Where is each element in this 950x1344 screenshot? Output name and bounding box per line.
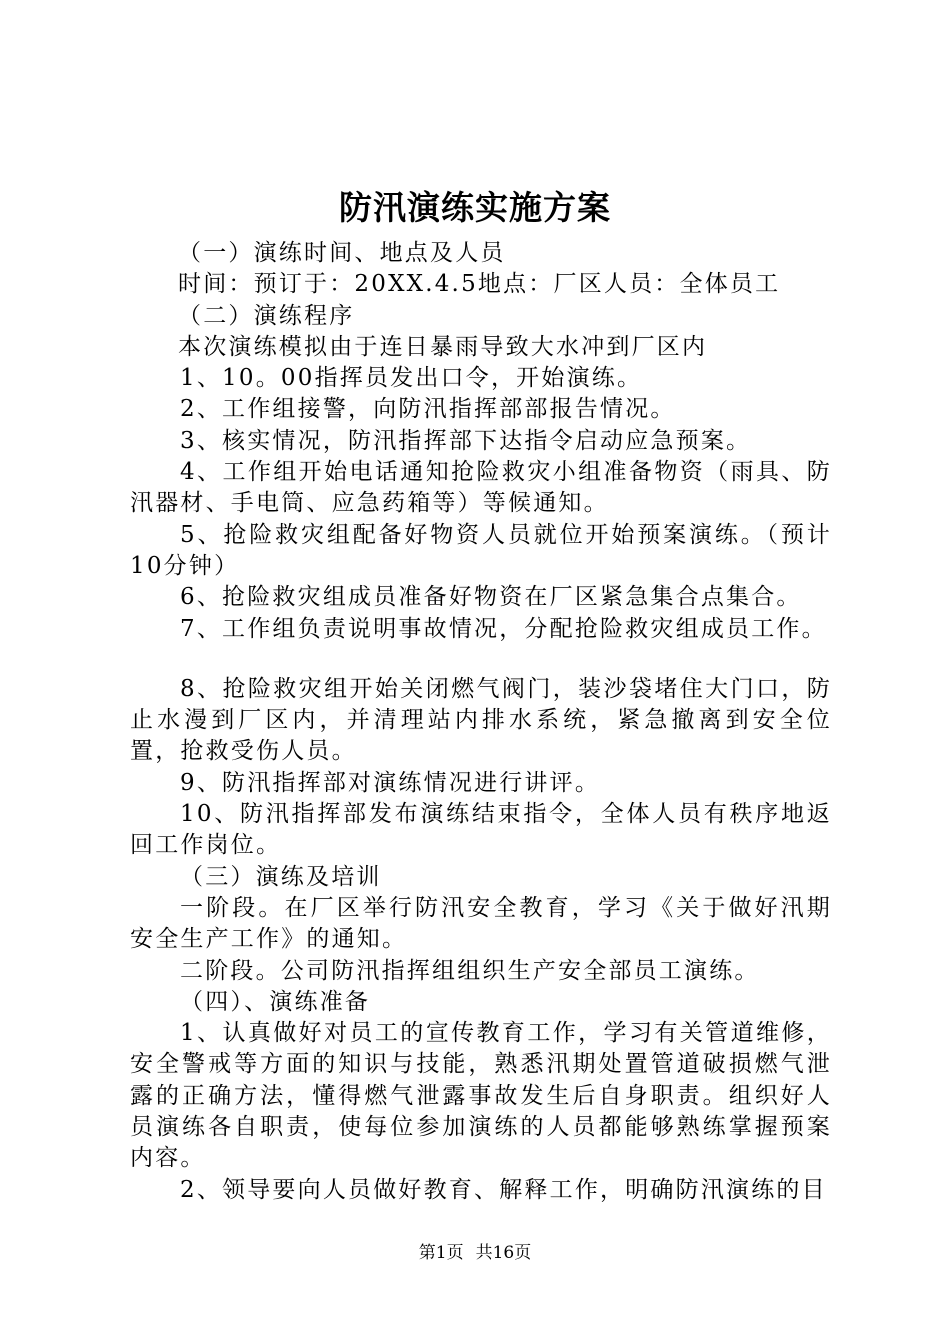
page-footer (0, 1241, 950, 1265)
page-total: 共16页 (475, 1243, 532, 1263)
document-body (130, 238, 832, 1206)
section-heading-4: （四）、演练准备 (180, 988, 371, 1015)
list-item: 1、10。00指挥员发出口令，开始演练。 (180, 365, 643, 392)
list-item: 8、抢险救灾组开始关闭燃气阀门，装沙袋堵住大门口，防止水漫到厂区内，并清理站内排水系统，紧急撤离到安全位置，抢救受伤人员。 (130, 675, 832, 765)
page-number: 第1页 (418, 1243, 464, 1263)
list-item: 2、领导要向人员做好教育、解释工作，明确防汛演练的目 (180, 1176, 827, 1203)
list-item: 9、防汛指挥部对演练情况进行讲评。 (180, 769, 601, 796)
list-item: 6、抢险救灾组成员准备好物资在厂区紧急集合点集合。 (180, 584, 802, 611)
document-title: 防汛演练实施方案 (339, 188, 611, 227)
blank-line (130, 645, 832, 674)
list-item: 10、防汛指挥部发布演练结束指令，全体人员有秩序地返回工作岗位。 (130, 801, 832, 859)
section-heading-2: （二）演练程序 (178, 302, 355, 329)
list-item: 1、认真做好对员工的宣传教育工作，学习有关管道维修，安全警戒等方面的知识与技能，熟悉汛期处置管道破损燃气泄露的正确方法，懂得燃气泄露事故发生后自身职责。组织好人员演练各自职责，使每位参加演练的人员都能够熟练掌握预案内容。 (130, 1020, 832, 1172)
section-heading-3: （三）演练及培训 (180, 863, 382, 890)
paragraph: 一阶段。在厂区举行防汛安全教育，学习《关于做好汛期安全生产工作》的通知。 (130, 894, 832, 953)
list-item: 5、抢险救灾组配备好物资人员就位开始预案演练。（预计10分钟） (130, 521, 832, 579)
list-item: 4、工作组开始电话通知抢险救灾小组准备物资（雨具、防汛器材、手电筒、应急药箱等）等候通知。 (130, 459, 832, 517)
list-item: 7、工作组负责说明事故情况，分配抢险救灾组成员工作。 (180, 615, 827, 642)
section-heading-1: （一）演练时间、地点及人员 (178, 240, 506, 266)
paragraph: 二阶段。公司防汛指挥组组织生产安全部员工演练。 (180, 957, 760, 984)
paragraph: 时间：预订于：20XX.4.5地点：厂区人员：全体员工 (178, 271, 781, 298)
list-item: 2、工作组接警，向防汛指挥部部报告情况。 (180, 396, 676, 423)
paragraph: 本次演练模拟由于连日暴雨导致大水冲到厂区内 (178, 333, 708, 360)
list-item: 3、核实情况，防汛指挥部下达指令启动应急预案。 (180, 427, 752, 454)
